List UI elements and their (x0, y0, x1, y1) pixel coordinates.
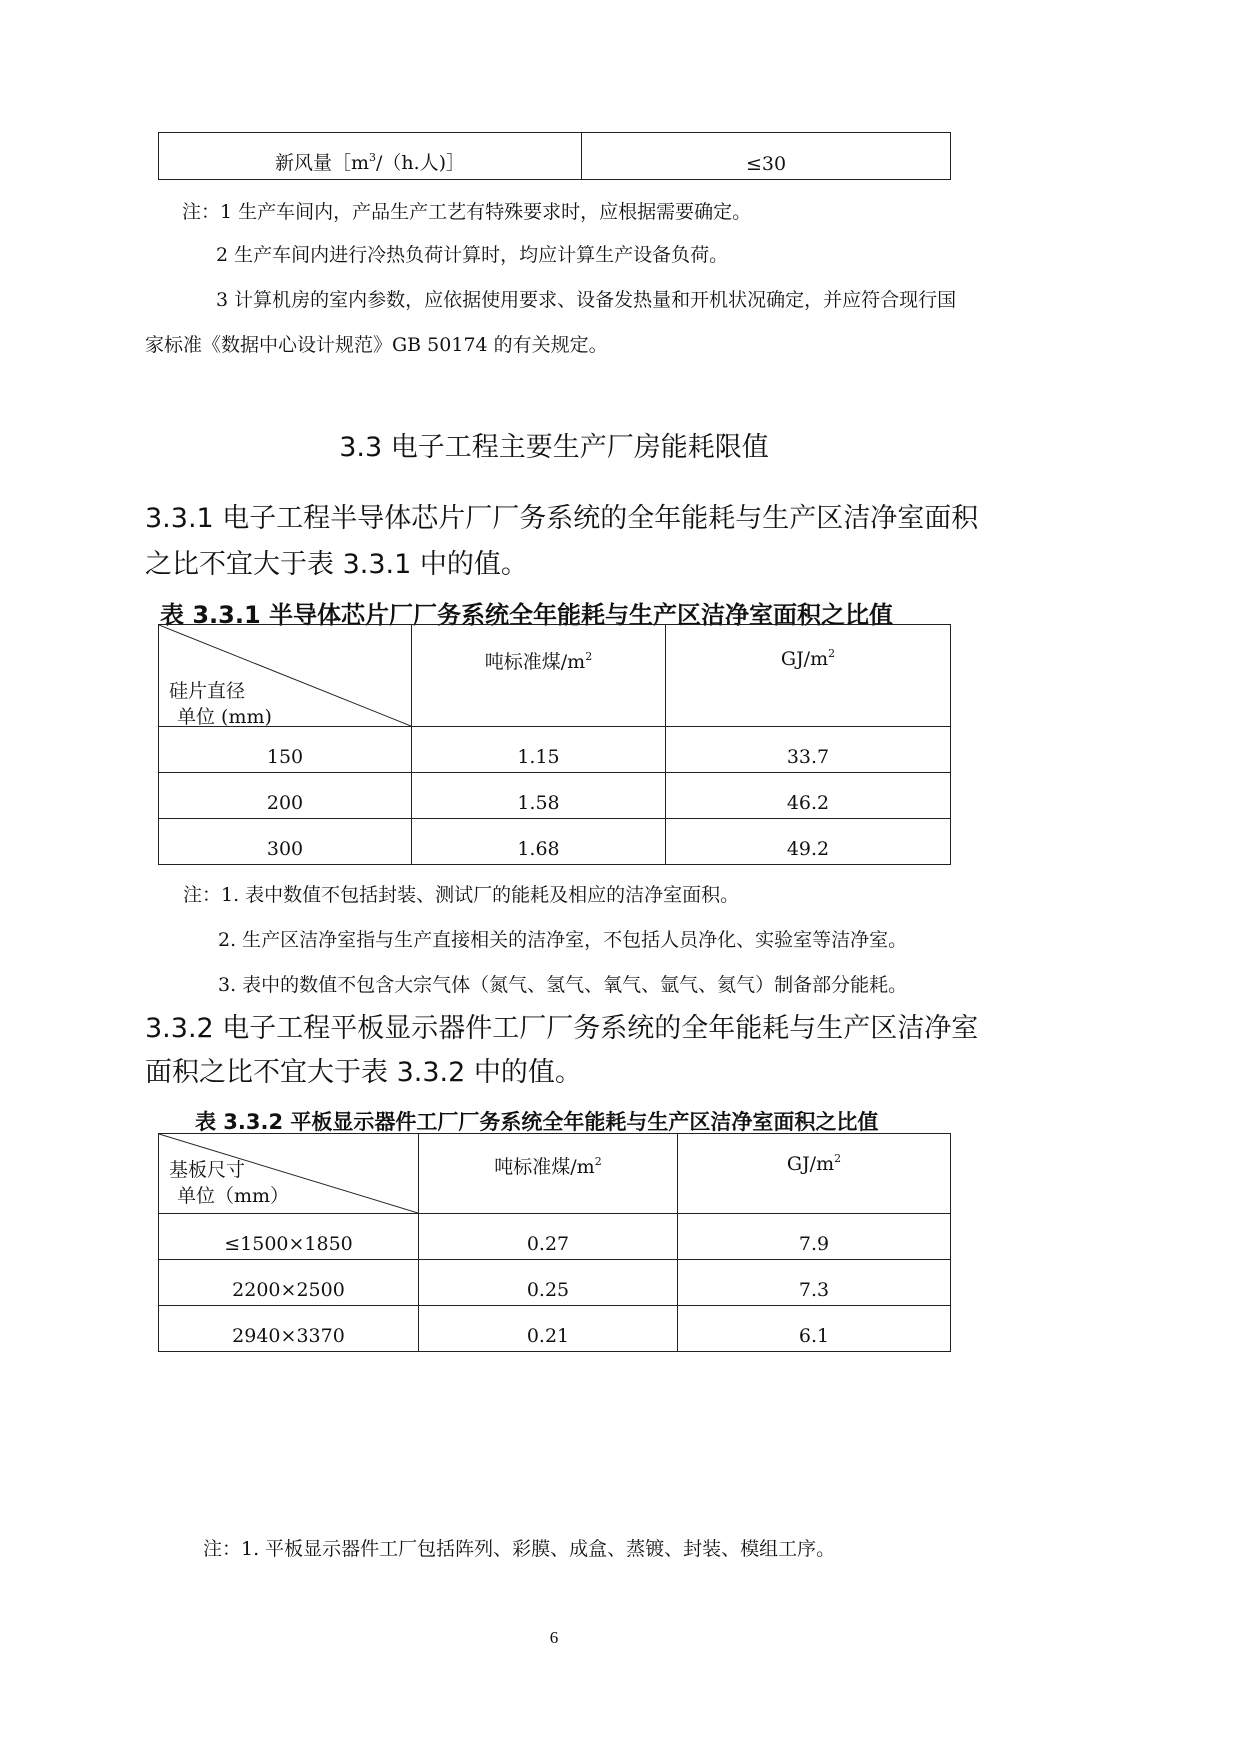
note-1: 注：1 生产车间内，产品生产工艺有特殊要求时，应根据需要确定。 (182, 201, 752, 223)
corner-label-row: 基板尺寸 (169, 1159, 246, 1181)
note-3: 3 计算机房的室内参数，应依据使用要求、设备发热量和开机状况确定，并应符合现行国 (216, 289, 957, 311)
corner-header-cell (159, 625, 412, 727)
table-row (159, 1306, 951, 1352)
cell-tce: 1.58 (412, 773, 666, 819)
column-header-tce: 吨标准煤$/m^2$ (419, 1134, 678, 1214)
cell-tce: 0.27 (419, 1214, 678, 1260)
table-header-row (159, 1134, 951, 1214)
table-3-3-1 (158, 624, 951, 865)
table-row (159, 1260, 951, 1306)
table-3-3-1-note-3: 3. 表中的数值不包含大宗气体（氮气、氢气、氧气、氩气、氦气）制备部分能耗。 (218, 974, 908, 996)
cell-tce: 0.21 (419, 1306, 678, 1352)
cell-size: 300 (159, 819, 412, 865)
corner-label-column: 单位 (mm) (177, 705, 272, 728)
table-row (159, 1214, 951, 1260)
cell-tce: 1.15 (412, 727, 666, 773)
cell-gj: 6.1 (678, 1306, 951, 1352)
corner-header-cell (159, 1134, 419, 1214)
fresh-air-table (158, 132, 951, 180)
cell-tce: 1.68 (412, 819, 666, 865)
clause-3-3-1-line2: 之比不宜大于表 3.3.1 中的值。 (145, 549, 528, 580)
table-row (159, 773, 951, 819)
table-3-3-2-title: 表 3.3.2 平板显示器件工厂厂务系统全年能耗与生产区洁净室面积之比值 (195, 1110, 879, 1134)
table-3-3-2-note-1: 注：1. 平板显示器件工厂包括阵列、彩膜、成盒、蒸镀、封装、模组工序。 (203, 1538, 836, 1560)
clause-3-3-1-line1: 3.3.1 电子工程半导体芯片厂厂务系统的全年能耗与生产区洁净室面积 (145, 503, 979, 534)
fresh-air-value: ≤30 (582, 133, 951, 180)
cell-gj: 33.7 (666, 727, 951, 773)
clause-3-3-2-line2: 面积之比不宜大于表 3.3.2 中的值。 (145, 1057, 582, 1088)
table-3-3-1-title: 表 3.3.1 半导体芯片厂厂务系统全年能耗与生产区洁净室面积之比值 (160, 601, 894, 629)
table-header-row (159, 625, 951, 727)
corner-label-row: 硅片直径 (169, 680, 246, 702)
cell-size: 2200×2500 (159, 1260, 419, 1306)
cell-gj: 7.3 (678, 1260, 951, 1306)
table-row (159, 727, 951, 773)
cell-gj: 49.2 (666, 819, 951, 865)
column-header-tce: 吨标准煤$/m^2$ (412, 625, 666, 727)
fresh-air-label: 新风量$[m^3/(h$.人)］ (159, 133, 582, 180)
cell-gj: 7.9 (678, 1214, 951, 1260)
cell-size: 2940×3370 (159, 1306, 419, 1352)
corner-label-column: 单位（mm） (177, 1184, 290, 1207)
cell-size: ≤1500×1850 (159, 1214, 419, 1260)
table-3-3-2 (158, 1133, 951, 1352)
note-2: 2 生产车间内进行冷热负荷计算时，均应计算生产设备负荷。 (216, 244, 729, 266)
cell-size: 200 (159, 773, 412, 819)
note-3-continued: 家标准《数据中心设计规范》GB 50174 的有关规定。 (145, 334, 608, 356)
table-row (159, 133, 951, 180)
table-3-3-1-note-2: 2. 生产区洁净室指与生产直接相关的洁净室，不包括人员净化、实验室等洁净室。 (218, 929, 908, 951)
page-number: 6 (549, 1628, 559, 1647)
cell-size: 150 (159, 727, 412, 773)
table-3-3-1-note-1: 注：1. 表中数值不包括封装、测试厂的能耗及相应的洁净室面积。 (183, 884, 740, 906)
table-row (159, 819, 951, 865)
section-heading: 3.3 电子工程主要生产厂房能耗限值 (339, 432, 769, 463)
cell-gj: 46.2 (666, 773, 951, 819)
column-header-gj: $GJ/m^2$ (678, 1134, 951, 1214)
cell-tce: 0.25 (419, 1260, 678, 1306)
clause-3-3-2-line1: 3.3.2 电子工程平板显示器件工厂厂务系统的全年能耗与生产区洁净室 (145, 1013, 979, 1044)
column-header-gj: $GJ/m^2$ (666, 625, 951, 727)
